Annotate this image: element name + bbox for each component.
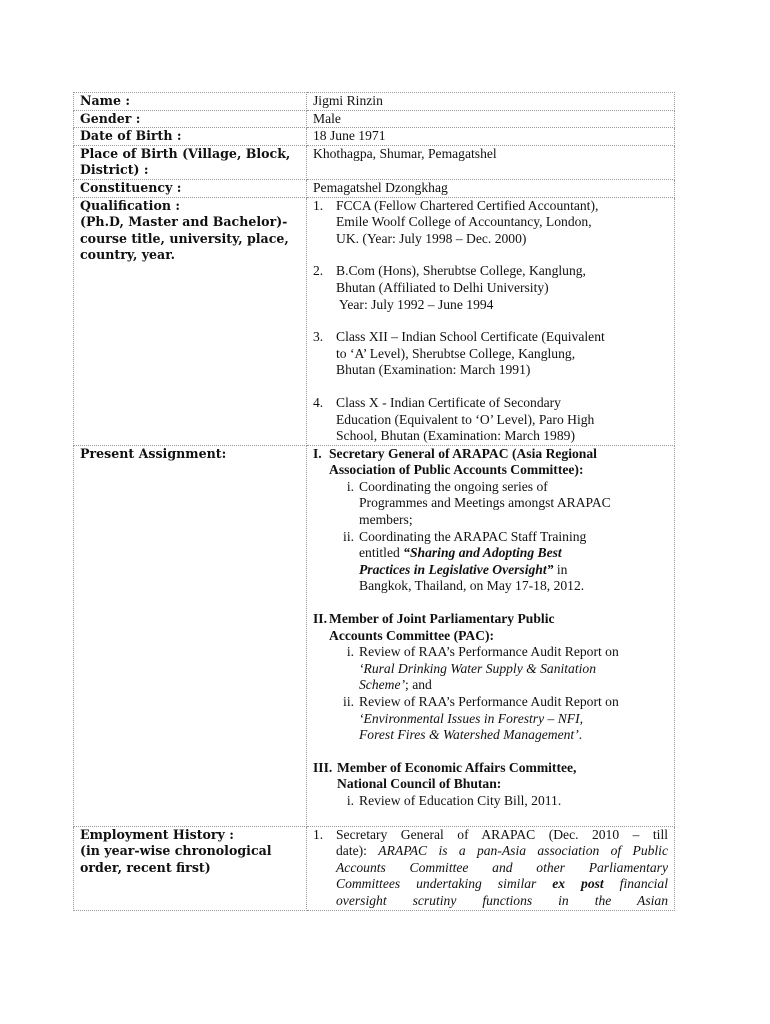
sub-item [343, 528, 668, 595]
sub-line: ‘Environmental Issues in Forestry – NFI, [359, 710, 584, 726]
item-line: Committees undertaking similar ex post financial [336, 876, 668, 892]
sub-number: i. [346, 478, 354, 494]
pob-label-line: Place of Birth (Village, Block, [80, 145, 291, 161]
assignment-section-1 [313, 446, 668, 595]
item-line: Class XII – Indian School Certificate (Equivalent [336, 329, 605, 345]
row-name [74, 93, 675, 111]
sub-number: ii. [343, 528, 354, 544]
sub-line: Review of RAA’s Performance Audit Report on [359, 694, 619, 709]
section-heading: Member of Economic Affairs Committee, [337, 759, 577, 775]
qualification-label-line: course title, university, place, [80, 230, 289, 246]
section-heading: Association of Public Accounts Committee): [329, 462, 584, 478]
sub-item [346, 792, 668, 810]
section-number: II. [313, 611, 327, 627]
qualification-label [74, 197, 307, 445]
employment-label [74, 826, 307, 910]
employment-label-line: order, recent first) [80, 859, 211, 875]
row-assignment [74, 445, 675, 826]
assignment-section-3 [313, 760, 668, 826]
name-value: Jigmi Rinzin [307, 93, 675, 111]
assignment-section-2 [313, 611, 668, 744]
row-pob [74, 145, 675, 179]
sub-number: ii. [343, 694, 354, 709]
qualification-value [307, 197, 675, 445]
sub-number: i. [346, 792, 354, 808]
sub-line: Review of RAA’s Performance Audit Report on [359, 644, 619, 660]
section-number: I. [313, 445, 322, 461]
item-line: Bhutan (Affiliated to Delhi University) [336, 279, 549, 295]
name-label: Name : [74, 93, 307, 111]
sub-line: Programmes and Meetings amongst ARAPAC [359, 495, 611, 511]
employment-item [313, 827, 668, 910]
row-dob [74, 128, 675, 146]
item-line: Bhutan (Examination: March 1991) [336, 362, 531, 378]
section-number: III. [313, 759, 333, 775]
biodata-table [73, 92, 675, 911]
section-heading: Accounts Committee (PAC): [329, 627, 495, 643]
pob-label-line: District) : [80, 162, 149, 178]
employment-label-line: (in year-wise chronological [80, 843, 272, 859]
item-line: Emile Woolf College of Accountancy, London, [336, 214, 592, 230]
item-line: Secretary General of ARAPAC (Dec. 2010 – till [336, 826, 668, 842]
section-heading: National Council of Bhutan: [337, 776, 502, 792]
assignment-value [307, 445, 675, 826]
sub-item [346, 644, 668, 694]
section-heading: Member of Joint Parliamentary Public [329, 611, 555, 627]
item-number: 2. [313, 263, 324, 279]
assignment-label: Present Assignment: [74, 445, 307, 826]
training-title: Practices in Legislative Oversight” [359, 561, 554, 577]
qualification-label-line: country, year. [80, 247, 176, 263]
item-line: FCCA (Fellow Chartered Certified Accountant), [336, 197, 599, 213]
employment-list [313, 827, 668, 910]
pob-label [74, 145, 307, 179]
item-line: Education (Equivalent to ‘O’ Level), Paro High [336, 411, 595, 427]
sub-line: Bangkok, Thailand, on May 17-18, 2012. [359, 578, 585, 594]
row-employment [74, 826, 675, 910]
constituency-value: Pemagatshel Dzongkhag [307, 179, 675, 197]
qualification-label-line: (Ph.D, Master and Bachelor)- [80, 214, 288, 230]
item-number: 1. [313, 197, 324, 213]
item-line: School, Bhutan (Examination: March 1989) [336, 428, 575, 444]
item-line: oversight scrutiny functions in the Asian [336, 892, 668, 908]
sub-line: ‘Rural Drinking Water Supply & Sanitation [359, 660, 597, 676]
sub-line: entitled “Sharing and Adopting Best [359, 545, 562, 561]
item-line: Year: July 1992 – June 1994 [336, 296, 494, 312]
sub-item [343, 694, 668, 744]
gender-label: Gender : [74, 110, 307, 128]
training-title: “Sharing and Adopting Best [403, 545, 562, 561]
qualification-item [313, 329, 668, 379]
sub-line: Practices in Legislative Oversight” in [359, 561, 568, 577]
dob-label: Date of Birth : [74, 128, 307, 146]
qualification-item [313, 263, 668, 313]
constituency-label: Constituency : [74, 179, 307, 197]
item-number: 3. [313, 329, 324, 345]
item-line: Class X - Indian Certificate of Secondary [336, 394, 561, 410]
qualification-item [313, 395, 668, 445]
qualification-item [313, 198, 668, 248]
qualification-list [313, 198, 668, 445]
item-line: to ‘A’ Level), Sherubtse College, Kanglung, [336, 345, 576, 361]
sub-line: Review of Education City Bill, 2011. [359, 792, 562, 808]
pob-value: Khothagpa, Shumar, Pemagatshel [307, 145, 675, 179]
employment-label-line: Employment History : [80, 826, 234, 842]
item-line: date): ARAPAC is a pan-Asia association of Public [336, 843, 668, 859]
sub-line: Forest Fires & Watershed Management’. [359, 727, 583, 743]
item-number: 1. [313, 826, 324, 842]
row-constituency [74, 179, 675, 197]
sub-line: Scheme’; and [359, 677, 432, 693]
item-line: B.Com (Hons), Sherubtse College, Kanglung, [336, 263, 586, 279]
section-heading: Secretary General of ARAPAC (Asia Regional [329, 445, 597, 461]
dob-value: 18 June 1971 [307, 128, 675, 146]
row-gender [74, 110, 675, 128]
sub-line: Coordinating the ongoing series of [359, 478, 548, 494]
qualification-label-line: Qualification : [80, 197, 181, 213]
sub-number: i. [346, 644, 354, 660]
item-line: Accounts Committee and other Parliamentary [336, 859, 668, 875]
row-qualification [74, 197, 675, 445]
sub-line: Coordinating the ARAPAC Staff Training [359, 528, 587, 544]
item-number: 4. [313, 394, 324, 410]
gender-value: Male [307, 110, 675, 128]
sub-item [346, 478, 668, 529]
item-line: UK. (Year: July 1998 – Dec. 2000) [336, 230, 527, 246]
sub-line: members; [359, 512, 413, 528]
employment-value [307, 826, 675, 910]
